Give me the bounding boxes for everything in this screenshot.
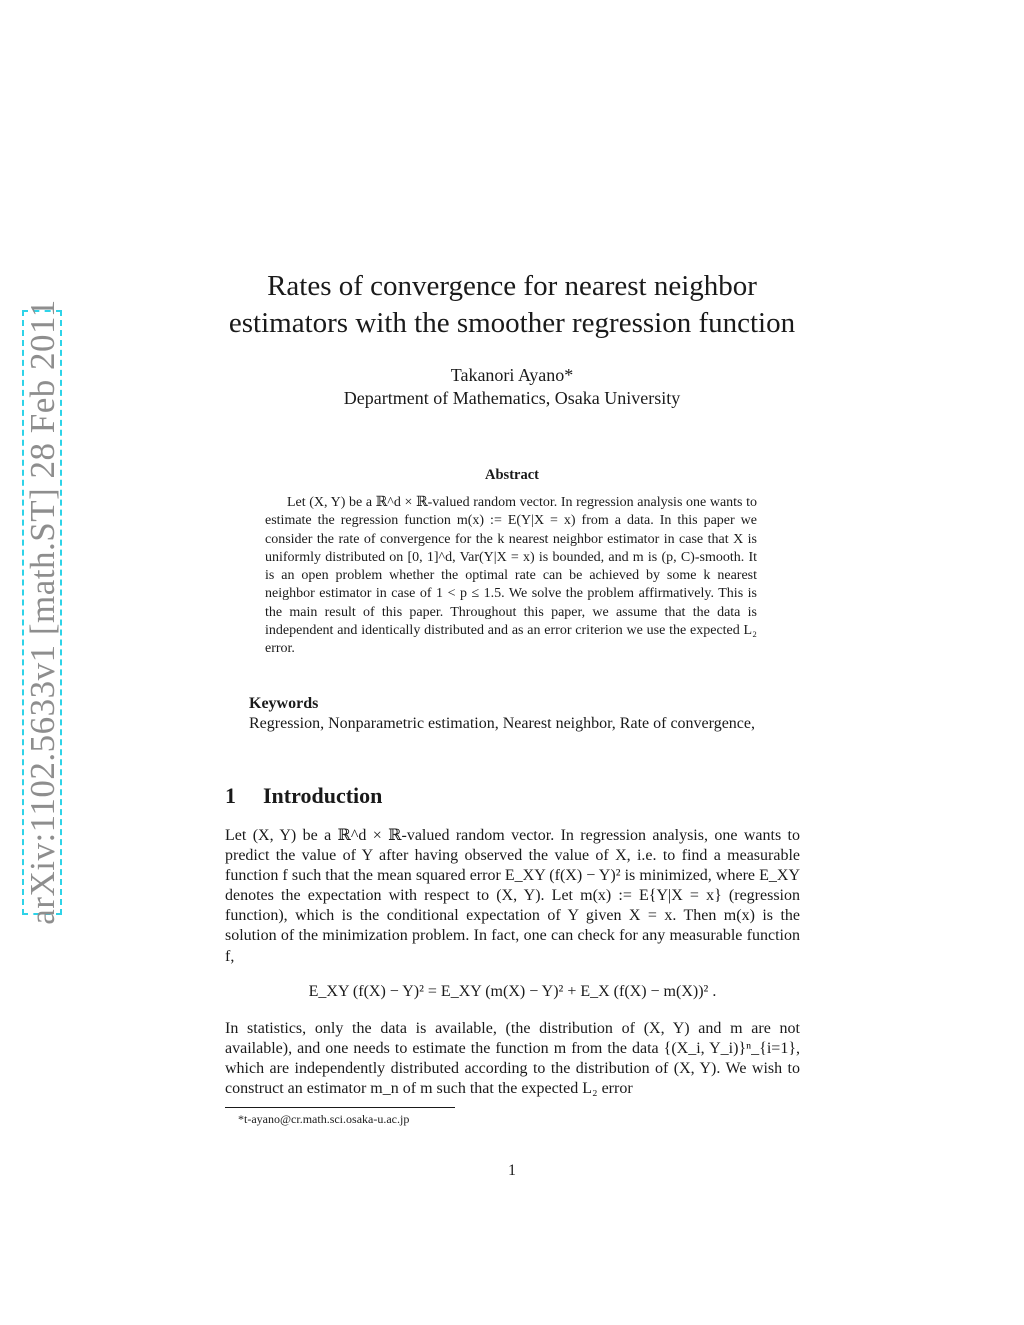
abstract-heading: Abstract <box>485 467 539 483</box>
footnote-rule <box>225 1107 455 1108</box>
display-equation: E_XY (f(X) − Y)² = E_XY (m(X) − Y)² + E_X (f(X) − m(X))² . <box>308 983 717 1000</box>
section-title: Introduction <box>263 783 383 808</box>
footnote-email: *t-ayano@cr.math.sci.osaka-u.ac.jp <box>238 1112 410 1126</box>
section-heading <box>225 783 382 809</box>
abstract-text: Let (X, Y) be a ℝ^d × ℝ-valued random vector. In regression analysis one wants to estimate the regression function m(x) := E(Y|X = x) from a data. In this paper we consider the rate of convergence for the k nearest neighbor estimator in case that X is uniformly distributed on [0, 1]^d, Var(Y|X = x) is bounded, and m is (p, C)-smooth. It is an open problem whether the optimal rate can be achieved by some k nearest neighbor estimator in case of 1 < p ≤ 1.5. We solve the problem affirmatively. This is the main result of this paper. Throughout this paper, we assume that the data is independent and identically distributed and as an error criterion we use the expected L₂ error. <box>265 495 757 657</box>
author-name: Takanori Ayano* <box>450 365 574 385</box>
intro-paragraph-1: Let (X, Y) be a ℝ^d × ℝ-valued random vector. In regression analysis, one wants to predict the value of Y after having observed the value of X, i.e. to find a measurable function f such that the mean squared error E_XY (f(X) − Y)² is minimized, where E_XY denotes the expectation with respect to (X, Y). Let m(x) := E{Y|X = x} (regression function), which is the conditional expectation of Y given X = x. Then m(x) is the solution of the minimization problem. In fact, one can check for any measurable function f, <box>225 827 800 965</box>
section-number: 1 <box>225 783 236 808</box>
keywords-text: Regression, Nonparametric estimation, Nearest neighbor, Rate of convergence, <box>249 715 755 732</box>
page-number: 1 <box>508 1162 516 1179</box>
intro-paragraph-2: In statistics, only the data is available, (the distribution of (X, Y) and m are not available), and one needs to estimate the function m from the data {(X_i, Y_i)}ⁿ_{i=1}, which are independently distributed according to the distribution of (X, Y). We wish to construct an estimator m_n of m such that the expected L₂ error <box>225 1020 800 1098</box>
paper-title <box>212 268 812 342</box>
keywords-heading: Keywords <box>249 695 319 712</box>
title-line-2: estimators with the smoother regression function <box>228 307 796 339</box>
title-line-1: Rates of convergence for nearest neighbor <box>267 270 757 302</box>
author-affiliation: Department of Mathematics, Osaka University <box>343 388 681 408</box>
arxiv-stamp: arXiv:1102.5633v1 [math.ST] 28 Feb 2011 <box>23 299 62 925</box>
